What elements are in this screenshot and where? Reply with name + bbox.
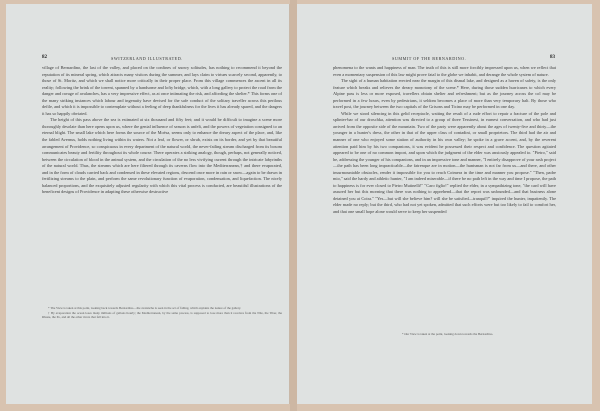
body-text <box>333 65 556 216</box>
footnotes <box>333 332 556 337</box>
paragraph: village of Bernardino, the last of the valley, and placed on the confines of snowy solitudes, has nothing to recommend it beyond the reputation of its mineral spring, which attracts many visitors during the summer, and lays claim to virtues scarcely second, apparently, to those of St. Moritz, and which we shall notice more critically in their proper place. From this village commences the ascent in all its reality; following the brink of the torrent, spanned by a handsome and lofty bridge, which, with a long gallery to protect the road from the danger and ravage of avalanches, has a very impressive effect, as at once intimating the risk, and affording the shelter.* This forms one of the many striking instances which labour and ingenuity have devised for the safe conduct of the solitary traveller across this perilous defile, and which it is impossible to contemplate without a feeling of deep thankfulness for the lives it has already spared, and the dangers it has so happily obviated. <box>42 65 282 116</box>
right-page <box>297 4 592 404</box>
paragraph: The sight of a human habitation erected near the margin of this dismal lake, and designed as a haven of safety, is the only feature which breaks and relieves the dreary monotony of the scene.* Here, during those sudden hurricanes to which every Alpine pass is less or more exposed, travellers obtain shelter and refreshment; but as the journey across the col may be performed in a few hours, even by pedestrians, it seldom becomes a place of more than very temporary halt. By those who travel post, the journey between the two capitals of the Grisons and Ticino may be performed in one day. <box>333 78 556 110</box>
footnotes <box>42 306 282 320</box>
footnote: * Our View is taken at the point, looking down towards the Bernardino. <box>401 332 494 336</box>
left-page <box>6 4 290 404</box>
running-head: SUMMIT OF THE BERNARDINO. <box>392 56 467 61</box>
footnote: † By evaporation the ocean loses many millions of gallons hourly; the Mediterranean, by the same process, is supposed to lose more than it receives from the Nile, the Tiber, the Rhone, the Po, and all the other rivers that fall into it. <box>42 310 282 320</box>
page-number: 83 <box>550 55 555 60</box>
body-text <box>42 65 282 196</box>
book-gutter <box>290 0 297 411</box>
paragraph: The height of this pass above the sea is estimated at six thousand and fifty feet; and it would be difficult to imagine a scene more thoroughly desolate than here opens upon us, where the genial influence of season is unfelt, and the powers of vegetation consigned to an eternal blight. The small lake which here forms the source of the Moësa, seems only to enhance the dreary aspect of the place, and, like the fabled Avernus, holds nothing living within its waters. Not a leaf, or flower, or shrub, exists on its border, and yet by that beautiful arrangement of Providence, so conspicuous in every department of the natural world, the never-failing stream discharged from its bosom communicates beauty and fertility throughout its whole course. There operates a striking analogy, though, perhaps, not generally noticed, between the circulation of blood in the animal system, and the circulation of the no less vivifying current through the intricate labyrinths of the natural world. Thus, the streams which are here filtered through its caverns flow into the Mediterranean,† and there evaporated, and in the form of clouds carried back and condensed in these elevated regions, descend once more in rain or snow—again to be drawn in fertilizing streams to the plain, and perform the same revolutionary function of evaporation, condensation, and liquefaction. The nicely balanced proportions, and the exquisitely adjusted regularity with which this vital process is conducted, are beautiful illustrations of the beneficent designs of Providence in adapting these otherwise destructive <box>42 117 282 195</box>
footnote: * The View is taken at this point, looking back towards Bernardino—the avalanche is seen in the act of falling, which explains the nature of the gallery. <box>48 306 242 310</box>
page-number: 82 <box>42 55 47 60</box>
paragraph: phenomena to the wants and happiness of man. The truth of this is still more forcibly impressed upon us, when we reflect that even a momentary suspension of this law might prove fatal to the globe we inhabit, and derange the whole system of nature. <box>333 65 556 77</box>
paragraph: While we stood silencing in this gelid receptacle, waiting the result of a rude effort to repair a fracture of the pole and splinter-bar of our droschka, attention was directed to a group of three Tessinesi, in earnest conversation, and who had just arrived from the opposite side of the mountain. Two of the party were apparently about the ages of twenty-five and thirty—the younger in a hunter's dress, the other in that of the upper class of contadini, or small proprietors. The third had the air and manner of one who enjoyed some station of authority in his own valley; he spoke in a grave accent, and, by the reverent attention paid him by his two companions, it was evident he possessed their respect and confidence. The question agitated appeared to be one of no common import, and upon which the judgment of the elder was anxiously appealed to. "Pietro," said he, addressing the younger of his companions, and in an impressive tone and manner, "I entirely disapprove of your rash project—the path has been long impracticable—the fatrenque are in motion—the huntsman is not far from us—and there, and other insurmountable obstacles, render it impossible for you to reach Coimera in the time and manner you propose." "Then, padre mio," said the hardy and athletic hunter, "I am indeed miserable—if there be no path left in the way and time I propose, the path to happiness is for ever closed to Pietro Mutinelli!" "Caro figlio!" replied the elder, in a sympathizing tone, "the card will have assured her but this morning that there was nothing to apprehend—that the report was unfounded—and that business alone detained you at Coira." "Yes—but will she believe him? will she be satisfied—tranquil?" inquired the hunter, impatiently. The elder made no reply; but the third, who had not yet spoken, admitted that such efforts were but too likely to fail to comfort her, and that one small hope alone would serve to keep her suspended <box>333 110 556 215</box>
running-head: SWITZERLAND ILLUSTRATED. <box>111 56 183 61</box>
